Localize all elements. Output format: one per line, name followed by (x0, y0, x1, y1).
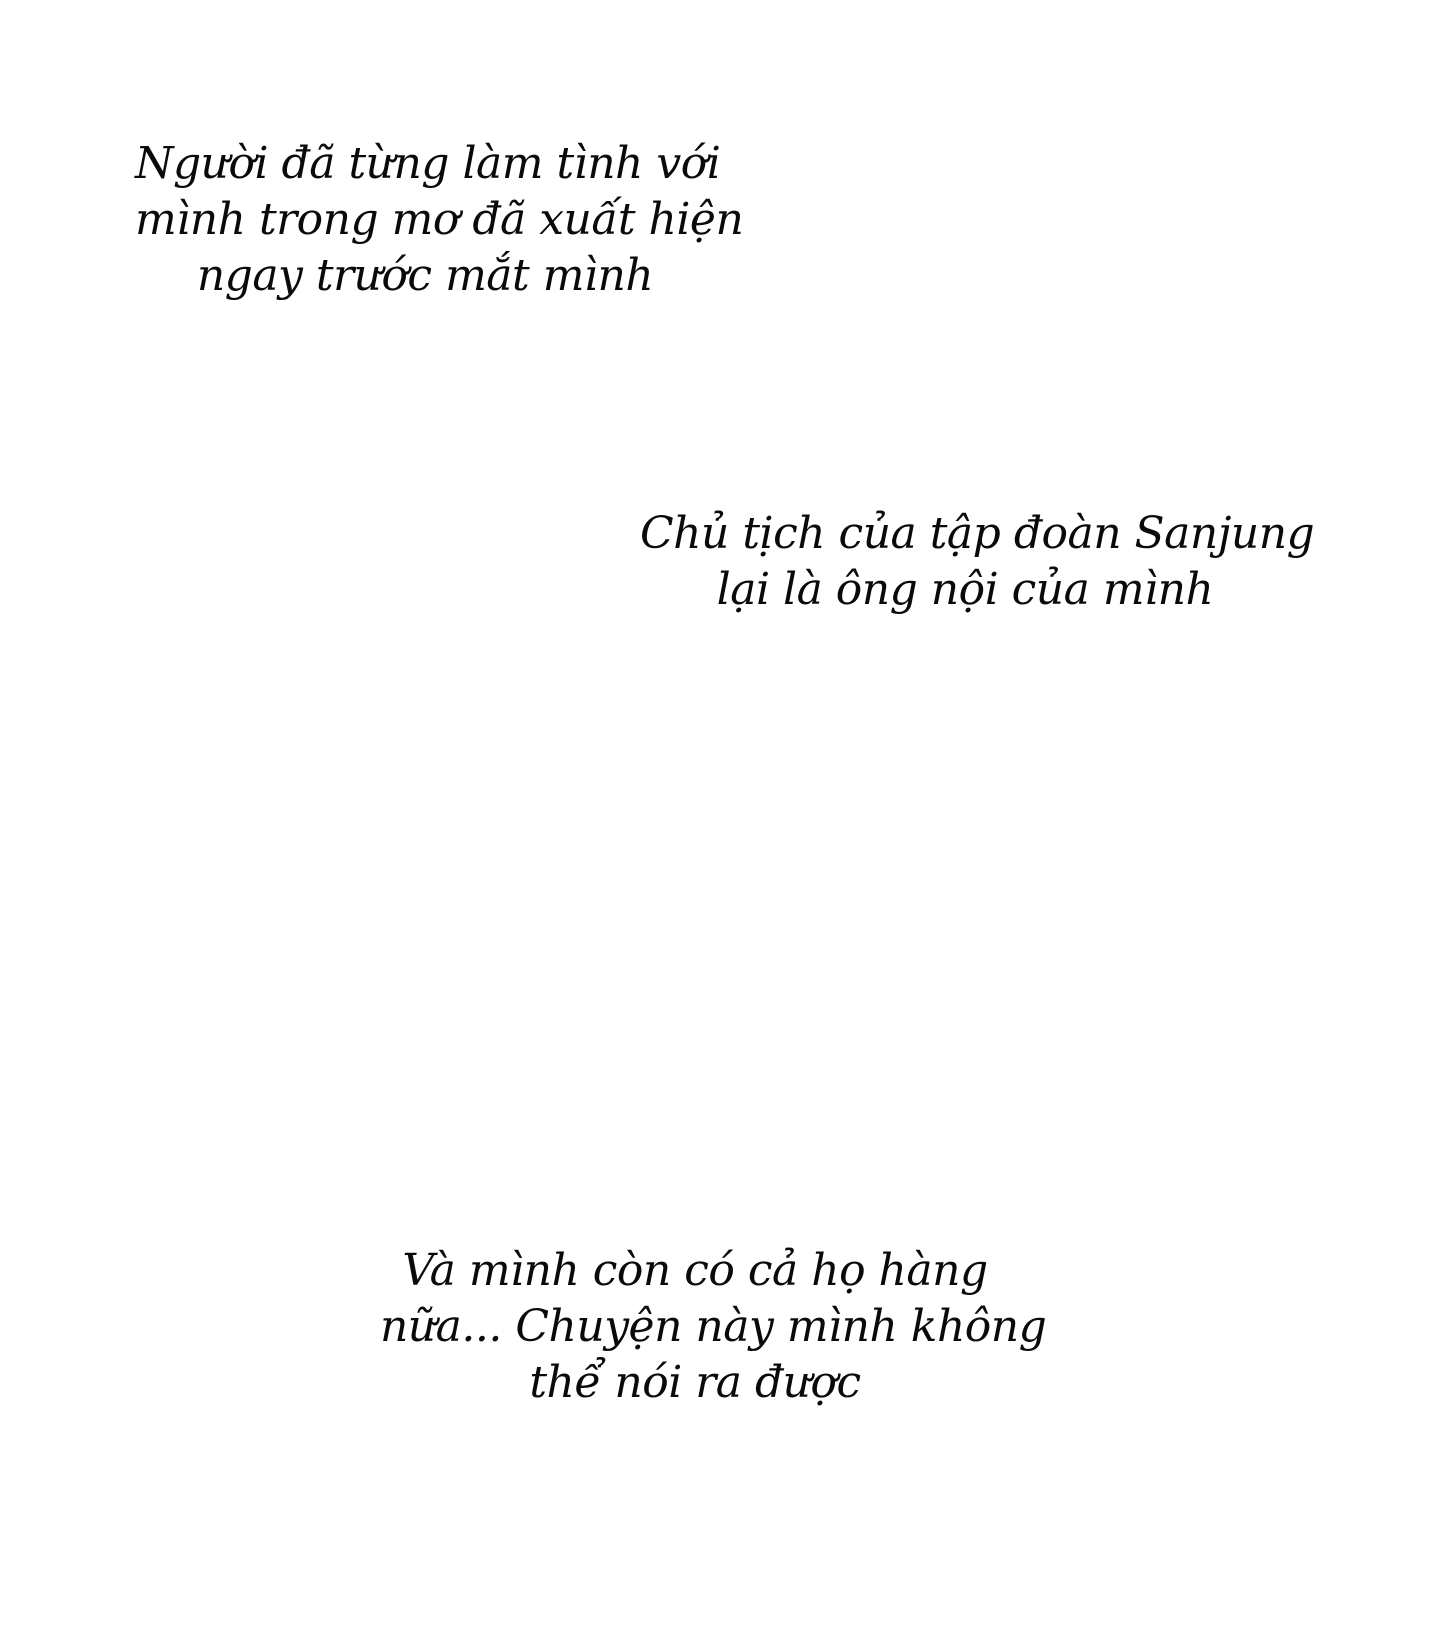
caption-line: nữa... Chuyện này mình không (380, 1301, 1047, 1352)
caption-line: Người đã từng làm tình với (135, 138, 721, 189)
caption-text-block (640, 506, 1315, 618)
caption-line: lại là ông nội của mình (716, 564, 1214, 615)
caption-line: mình trong mơ đã xuất hiện (135, 194, 744, 245)
caption-text-block (135, 136, 744, 304)
caption-line: thể nói ra được (529, 1357, 861, 1408)
caption-line: Chủ tịch của tập đoàn Sanjung (640, 508, 1315, 559)
caption-line: ngay trước mắt mình (196, 250, 654, 301)
caption-text-block (380, 1243, 1047, 1411)
caption-line: Và mình còn có cả họ hàng (402, 1245, 988, 1296)
